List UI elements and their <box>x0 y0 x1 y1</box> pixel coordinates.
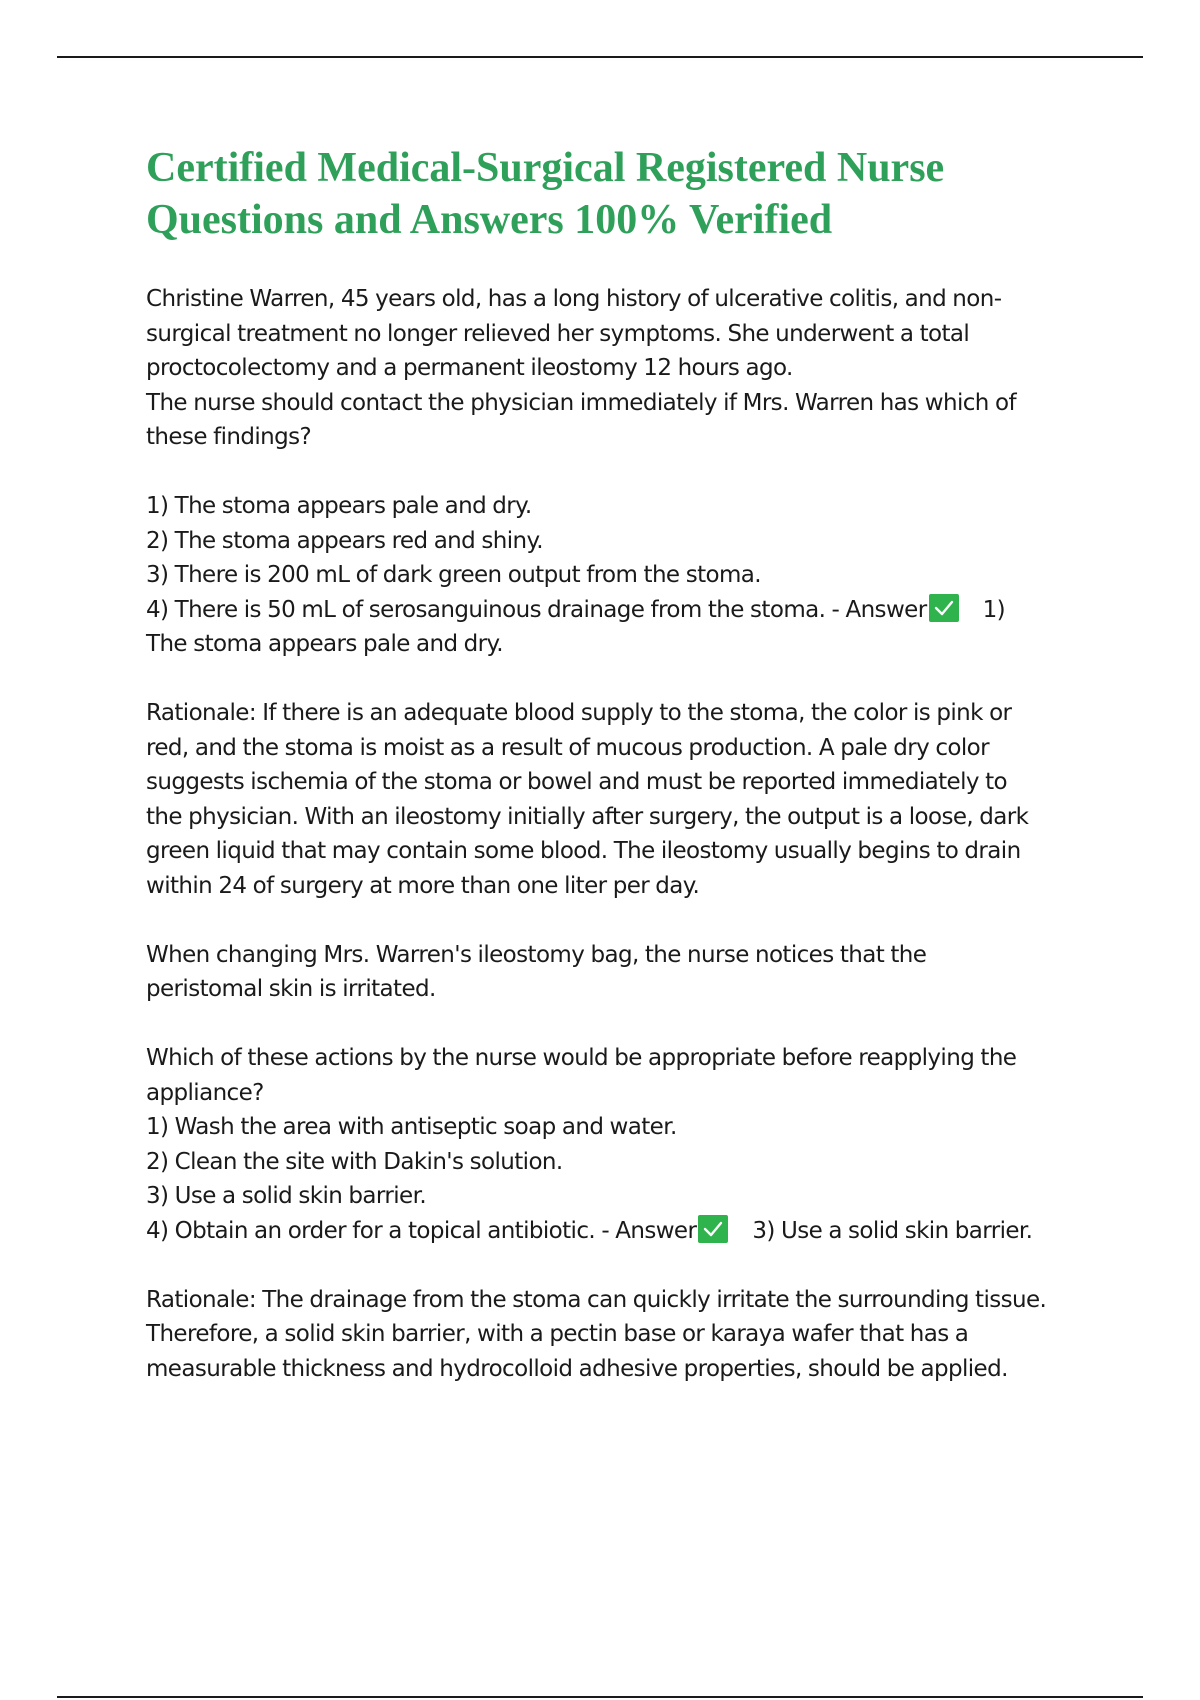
option-4-with-answer <box>146 1214 1106 1249</box>
option-3: 3) There is 200 mL of dark green output from the stoma. <box>146 562 761 588</box>
answer-value: 1) <box>982 596 1005 623</box>
text-line: these findings? <box>146 424 312 450</box>
text-line: measurable thickness and hydrocolloid adhesive properties, should be applied. <box>146 1355 1008 1382</box>
text-line: The nurse should contact the physician immediately if Mrs. Warren has which of <box>146 389 1016 416</box>
option-4: 4) Obtain an order for a topical antibiotic. - Answer <box>146 1217 697 1244</box>
check-mark-icon <box>698 1215 728 1243</box>
text-line: red, and the stoma is moist as a result of mucous production. A pale dry color <box>146 734 989 761</box>
text-line: peristomal skin is irritated. <box>146 976 436 1002</box>
title-line-1: Certified Medical-Surgical Registered Nurse <box>146 145 945 191</box>
text-line: green liquid that may contain some blood. The ileostomy usually begins to drain <box>146 838 1021 864</box>
q2-rationale <box>146 1283 1106 1387</box>
q1-rationale <box>146 696 1106 903</box>
text-line: within 24 of surgery at more than one liter per day. <box>146 872 700 899</box>
text-line: Which of these actions by the nurse would be appropriate before reapplying the <box>146 1045 1017 1071</box>
text-line: proctocolectomy and a permanent ileostomy 12 hours ago. <box>146 355 793 381</box>
option-4-with-answer <box>146 593 1106 628</box>
title-line-2: Questions and Answers 100% Verified <box>146 197 833 243</box>
text-line: suggests ischemia of the stoma or bowel and must be reported immediately to <box>146 769 1007 795</box>
answer-continued: The stoma appears pale and dry. <box>146 631 503 657</box>
document-title <box>146 142 1106 246</box>
text-line: When changing Mrs. Warren's ileostomy bag, the nurse notices that the <box>146 941 927 968</box>
text-line: appliance? <box>146 1079 264 1106</box>
option-2: 2) The stoma appears red and shiny. <box>146 527 543 554</box>
text-line: surgical treatment no longer relieved her symptoms. She underwent a total <box>146 320 970 347</box>
check-mark-icon <box>929 594 959 622</box>
document-body <box>146 142 1106 1386</box>
text-line: Rationale: The drainage from the stoma can quickly irritate the surrounding tissue. <box>146 1286 1047 1313</box>
header-rule <box>57 56 1143 58</box>
q1-options <box>146 489 1106 662</box>
text-line: Therefore, a solid skin barrier, with a pectin base or karaya wafer that has a <box>146 1321 969 1347</box>
text-line: Christine Warren, 45 years old, has a long history of ulcerative colitis, and non- <box>146 286 1002 312</box>
option-1: 1) The stoma appears pale and dry. <box>146 493 532 519</box>
option-4: 4) There is 50 mL of serosanguinous drainage from the stoma. - Answer <box>146 596 927 623</box>
text-line: Rationale: If there is an adequate blood supply to the stoma, the color is pink or <box>146 700 1012 726</box>
q1-scenario <box>146 282 1106 455</box>
text-line: the physician. With an ileostomy initially after surgery, the output is a loose, dark <box>146 803 1029 830</box>
q2-question <box>146 1041 1106 1110</box>
option-3: 3) Use a solid skin barrier. <box>146 1183 427 1209</box>
question-1 <box>146 282 1106 1386</box>
q2-options <box>146 1110 1106 1248</box>
footer-rule <box>57 1696 1143 1698</box>
q2-scenario <box>146 938 1106 1007</box>
option-1: 1) Wash the area with antiseptic soap and water. <box>146 1114 677 1140</box>
answer-value: 3) Use a solid skin barrier. <box>752 1217 1033 1244</box>
option-2: 2) Clean the site with Dakin's solution. <box>146 1148 563 1175</box>
